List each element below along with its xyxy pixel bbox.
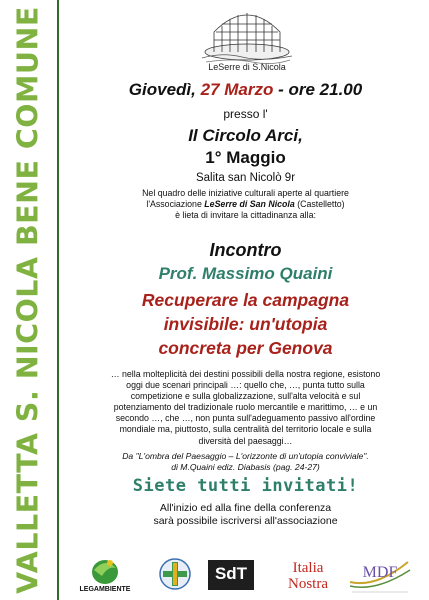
side-banner xyxy=(0,0,56,600)
quote-line: secondo …, che …, non punta sull'adeguamento passivo all'ordine xyxy=(115,413,376,424)
mdf-label: MDF xyxy=(362,564,398,581)
sdt-logo xyxy=(208,560,254,590)
italia-nostra-label-1: Italia xyxy=(292,560,324,576)
quote-line: … nella molteplicità dei destini possibili della nostra regione, esistono xyxy=(110,369,381,379)
closing-note xyxy=(82,502,409,528)
intro-line-2-post: (Castelletto) xyxy=(294,199,345,209)
legambiente-label: LEGAMBIENTE xyxy=(79,586,131,593)
talk-title-line-3: concreta per Genova xyxy=(158,338,333,358)
intro-paragraph xyxy=(72,188,419,221)
closing-line-2: sarà possibile iscriversi all'associazione xyxy=(153,515,338,527)
intro-line-3: è lieta di invitare la cittadinanza alla: xyxy=(175,210,316,220)
venue-name-2: 1° Maggio xyxy=(205,148,286,167)
venue-address: Salita san Nicolò 9r xyxy=(195,172,296,184)
quote-line: potenziamento del tradizionale ruolo mercantile e marittimo, … e un xyxy=(113,402,378,413)
venue-name: Il Circolo Arci, xyxy=(188,126,303,145)
association-name: LeSerre di San Nicola xyxy=(204,199,295,209)
banner-title: VALLETTA S. NICOLA BENE COMUNE xyxy=(11,6,45,594)
talk-title xyxy=(62,288,429,360)
legambiente-logo xyxy=(70,552,140,598)
event-time: - ore 21.00 xyxy=(278,80,363,99)
invite-headline: Siete tutti invitati! xyxy=(132,476,359,496)
intro-line-1: Nel quadro delle iniziative culturali aperte al quartiere xyxy=(142,188,349,198)
sponsor-logos xyxy=(62,552,429,598)
intro-line-2-pre: l'Associazione xyxy=(146,199,205,209)
cross-badge-icon xyxy=(158,552,192,598)
sdt-label: SdT xyxy=(214,564,248,583)
poster-content xyxy=(62,0,429,600)
italia-nostra-label-2: Nostra xyxy=(288,576,328,592)
banner-divider xyxy=(57,0,59,600)
quote-line: competizione e sulla globalizzazione, sull'alta velocità e sul xyxy=(130,391,361,402)
italia-nostra-logo xyxy=(276,552,340,598)
incontro-label: Incontro xyxy=(209,240,282,260)
logo-caption: LeSerre di S.Nicola xyxy=(208,62,286,72)
intro-line-2 xyxy=(72,199,419,210)
talk-title-line-2: invisibile: un'utopia xyxy=(163,314,328,334)
greenhouse-logo xyxy=(192,2,302,70)
quote-line: mondiale ma, piuttosto, sulla centralità del territorio locale e sulla xyxy=(119,424,372,435)
source-line-1: Da "L'ombra del Paesaggio – L'orizzonte di un'utopia conviviale". xyxy=(122,451,369,461)
quote-line: diversità del paesaggi… xyxy=(198,435,293,446)
speaker-name: Prof. Massimo Quaini xyxy=(158,264,333,283)
quote-source xyxy=(66,451,425,473)
quote-paragraph xyxy=(66,369,425,447)
event-date-line xyxy=(62,80,429,100)
event-day: Giovedì, xyxy=(128,80,196,99)
presso-label: presso l' xyxy=(223,107,268,121)
legambiente-leaf-icon xyxy=(70,552,140,586)
source-line-2: di M.Quaini ediz. Diabasis (pag. 24-27) xyxy=(171,462,320,472)
mdf-logo xyxy=(346,552,414,598)
talk-title-line-1: Recuperare la campagna xyxy=(141,290,350,310)
closing-line-1: All'inizio ed alla fine della conferenza xyxy=(159,502,332,514)
quote-line: oggi due scenari principali …: quello che, …, punta tutto sulla xyxy=(126,380,365,391)
event-date: 27 Marzo xyxy=(200,80,274,99)
